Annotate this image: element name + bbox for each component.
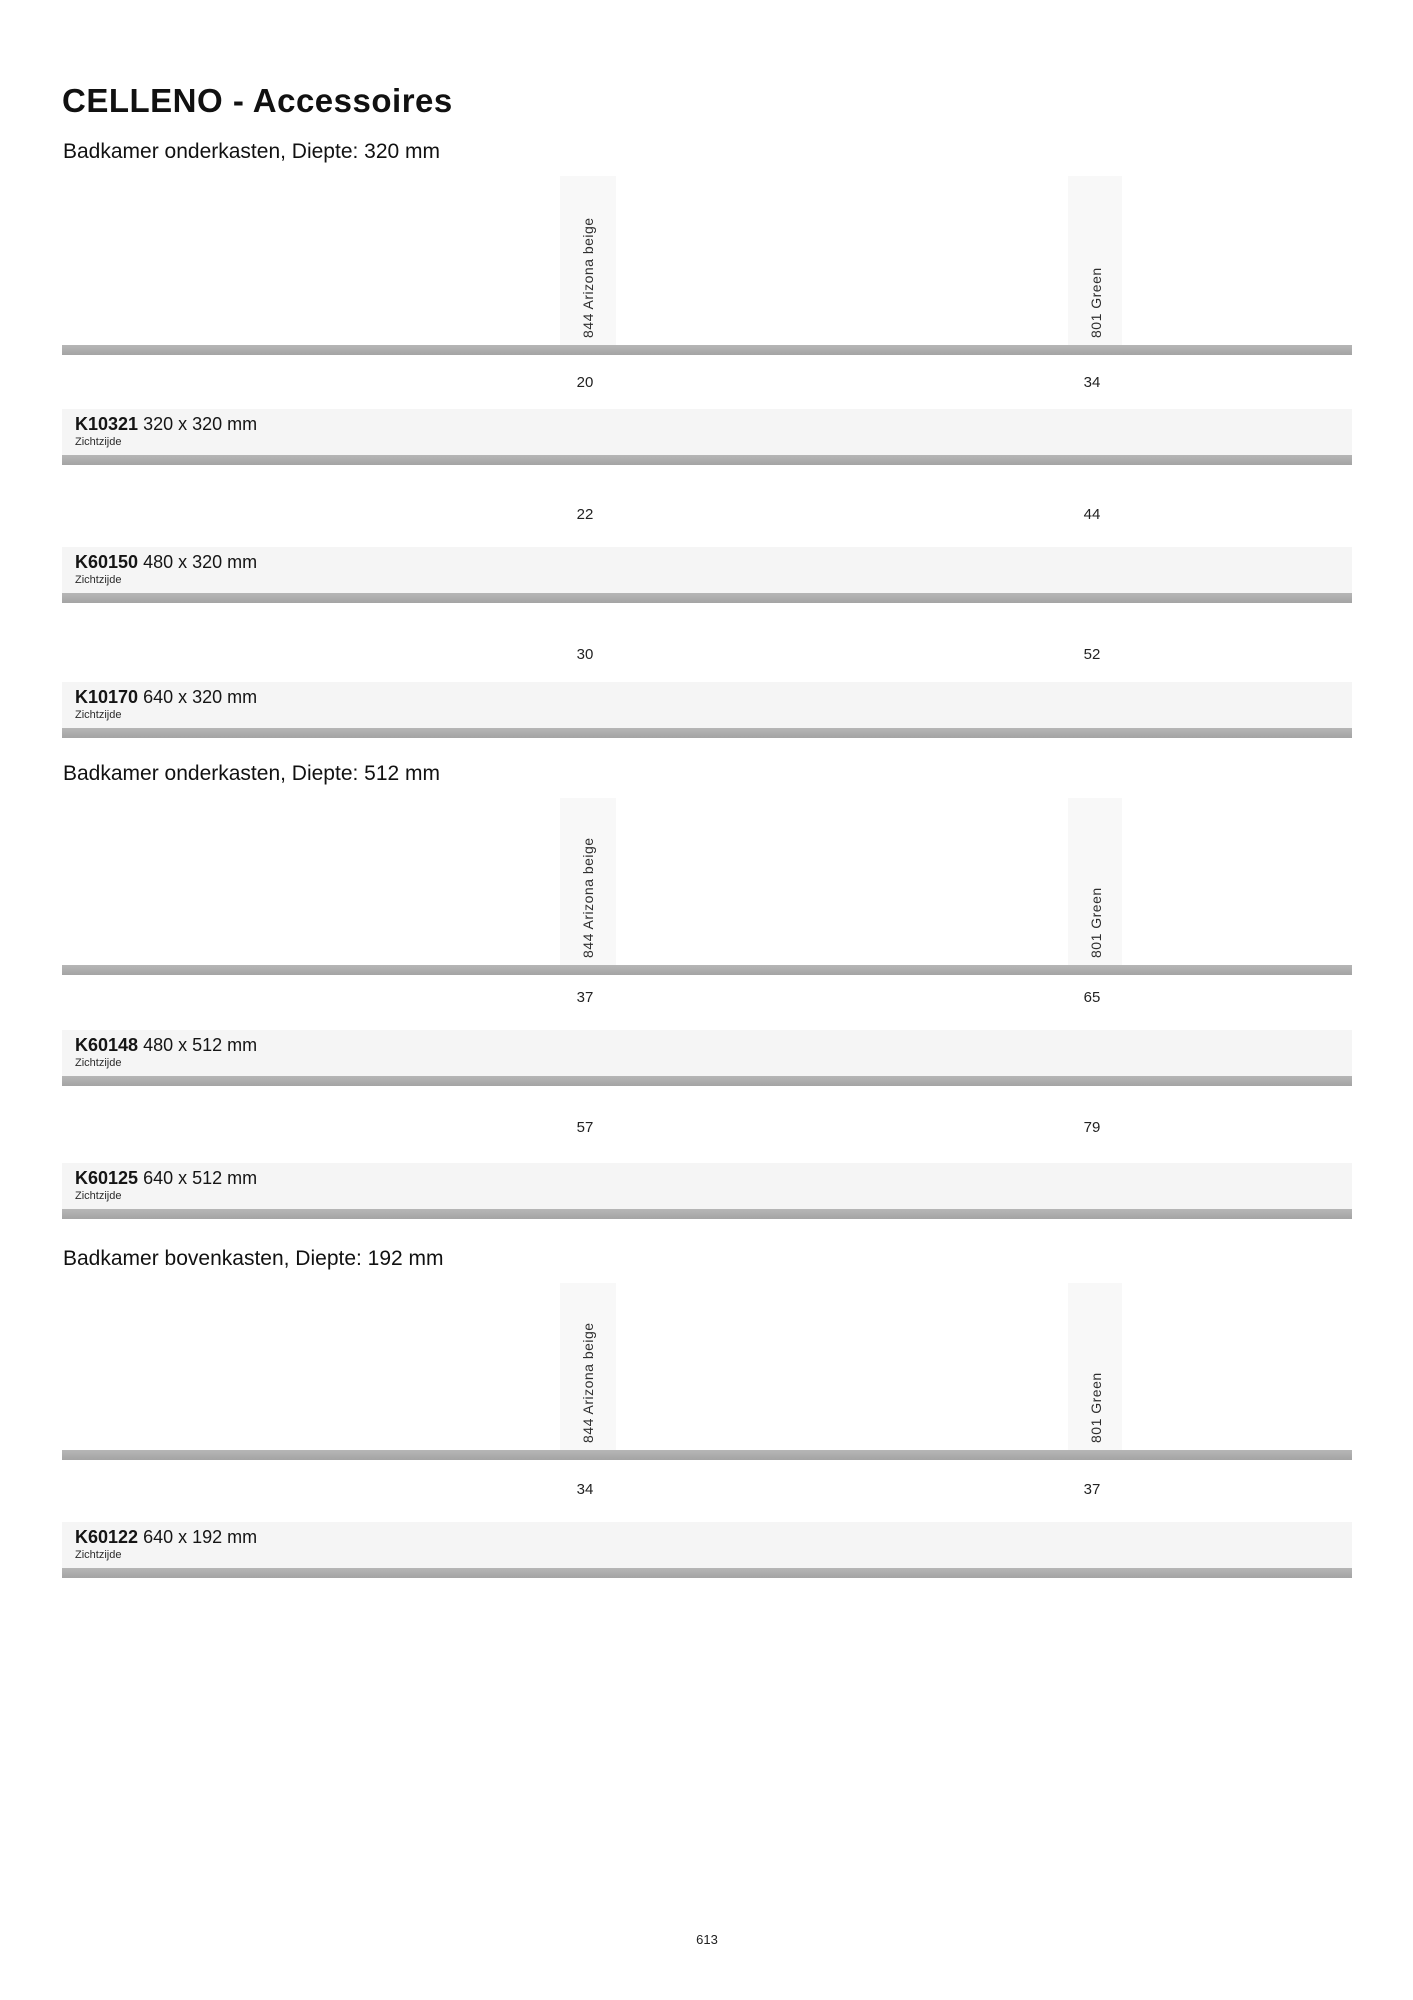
- page-number: 613: [696, 1932, 718, 1947]
- header-separator-bar: [62, 345, 1352, 355]
- product-note: Zichtzijde: [75, 574, 122, 586]
- product-code-line: [75, 1168, 1352, 1189]
- product-code-line: [75, 687, 1352, 708]
- row-separator-bar: [62, 455, 1352, 465]
- header-separator-bar: [62, 965, 1352, 975]
- product-row-k60148: [62, 1030, 1352, 1076]
- product-row-k60122: [62, 1522, 1352, 1568]
- product-dimensions: 480 x 512 mm: [143, 1035, 258, 1055]
- price-value: 34: [1083, 374, 1101, 391]
- price-value: 34: [576, 1481, 594, 1498]
- product-note: Zichtzijde: [75, 436, 122, 448]
- row-separator-bar: [62, 593, 1352, 603]
- product-note: Zichtzijde: [75, 1057, 122, 1069]
- price-value: 22: [576, 506, 594, 523]
- column-header-844-arizona-beige: 844 Arizona beige: [580, 217, 596, 338]
- section-subtitle: Badkamer bovenkasten, Diepte: 192 mm: [63, 1247, 444, 1270]
- price-value: 37: [1083, 1481, 1101, 1498]
- section-subtitle: Badkamer onderkasten, Diepte: 512 mm: [63, 762, 441, 785]
- product-dimensions: 640 x 320 mm: [143, 687, 258, 707]
- price-value: 44: [1083, 506, 1101, 523]
- product-code: K60150: [75, 552, 139, 572]
- product-code-line: [75, 1527, 1352, 1548]
- product-code-line: [75, 1035, 1352, 1056]
- product-code-line: [75, 414, 1352, 435]
- section-subtitle: Badkamer onderkasten, Diepte: 320 mm: [63, 140, 441, 163]
- product-note: Zichtzijde: [75, 1190, 122, 1202]
- product-dimensions: 640 x 512 mm: [143, 1168, 258, 1188]
- price-value: 37: [576, 989, 594, 1006]
- column-header-844-arizona-beige: 844 Arizona beige: [580, 1322, 596, 1443]
- column-header-801-green: 801 Green: [1088, 1372, 1104, 1443]
- price-value: 57: [576, 1119, 594, 1136]
- column-header-801-green: 801 Green: [1088, 267, 1104, 338]
- product-row-k60150: [62, 547, 1352, 593]
- row-separator-bar: [62, 728, 1352, 738]
- product-note: Zichtzijde: [75, 709, 122, 721]
- row-separator-bar: [62, 1209, 1352, 1219]
- product-dimensions: 480 x 320 mm: [143, 552, 258, 572]
- row-separator-bar: [62, 1076, 1352, 1086]
- product-code: K60122: [75, 1527, 139, 1547]
- product-code-line: [75, 552, 1352, 573]
- product-note: Zichtzijde: [75, 1549, 122, 1561]
- product-row-k10321: [62, 409, 1352, 455]
- price-value: 79: [1083, 1119, 1101, 1136]
- product-row-k60125: [62, 1163, 1352, 1209]
- price-value: 65: [1083, 989, 1101, 1006]
- price-value: 20: [576, 374, 594, 391]
- header-separator-bar: [62, 1450, 1352, 1460]
- price-value: 30: [576, 646, 594, 663]
- product-code: K60125: [75, 1168, 139, 1188]
- price-value: 52: [1083, 646, 1101, 663]
- column-header-801-green: 801 Green: [1088, 887, 1104, 958]
- column-header-844-arizona-beige: 844 Arizona beige: [580, 837, 596, 958]
- row-separator-bar: [62, 1568, 1352, 1578]
- product-code: K60148: [75, 1035, 139, 1055]
- product-code: K10170: [75, 687, 139, 707]
- product-code: K10321: [75, 414, 139, 434]
- product-row-k10170: [62, 682, 1352, 728]
- page-title: CELLENO - Accessoires: [62, 82, 453, 119]
- product-dimensions: 320 x 320 mm: [143, 414, 258, 434]
- product-dimensions: 640 x 192 mm: [143, 1527, 258, 1547]
